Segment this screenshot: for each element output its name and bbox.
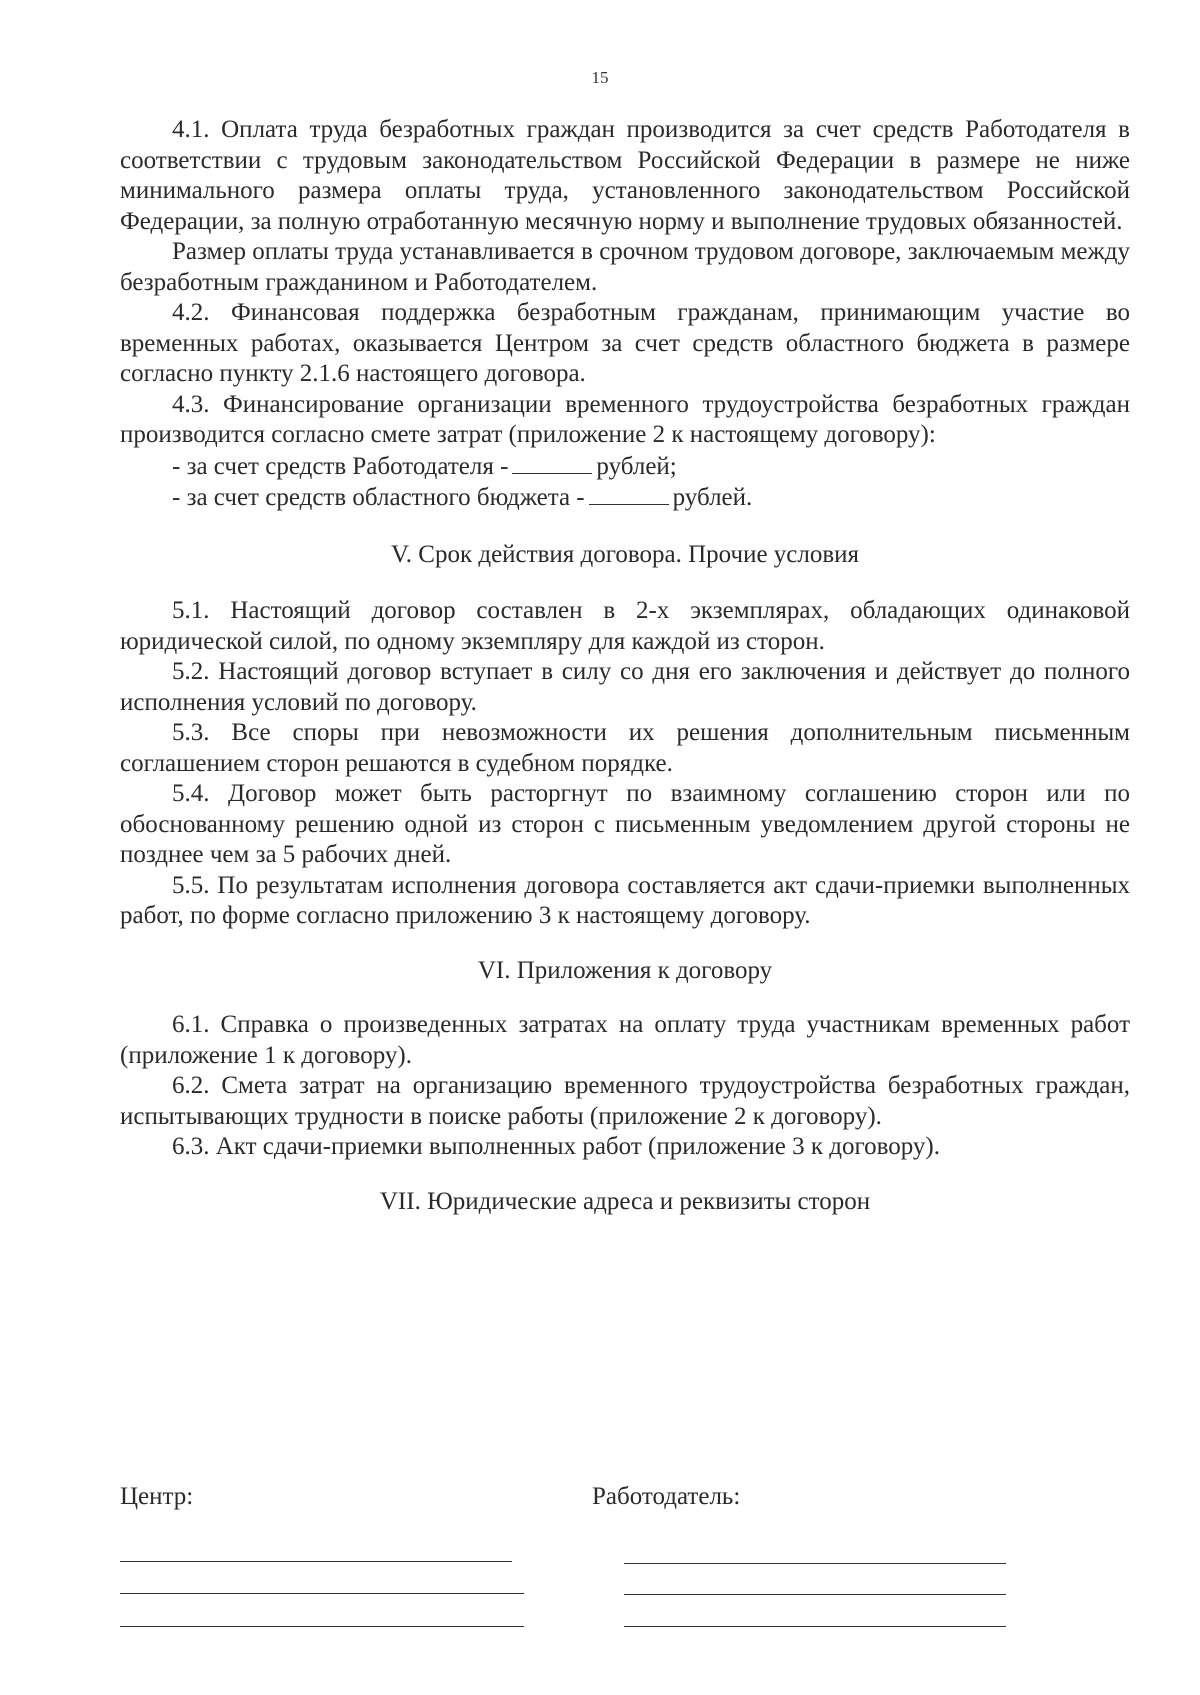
- funding-employer-suffix: рублей;: [596, 452, 677, 480]
- employer-signature-line: [624, 1563, 1006, 1564]
- funding-employer-blank: [512, 451, 592, 474]
- section-6-heading: VI. Приложения к договору: [477, 956, 773, 984]
- funding-budget-blank: [589, 482, 669, 505]
- paragraph-5-5: 5.5. По результатам исполнения договора составляется акт сдачи-приемки выполненных работ, по форме согласно приложению 3 к настоящему договору.: [120, 871, 1130, 929]
- funding-employer-line: [120, 451, 1130, 483]
- paragraph-4-1: 4.1. Оплата труда безработных граждан производится за счет средств Работодателя в соответствии с трудовым законодательством Российской Федерации в размере не ниже минимального размера оплаты труда, установленного законодательством Российской Федерации, за полную отработанную месячную норму и выполнение трудовых обязанностей.: [120, 116, 1130, 235]
- employer-signature-column: [592, 1483, 992, 1513]
- paragraph-6-2: 6.2. Смета затрат на организацию временного трудоустройства безработных граждан, испытывающих трудности в поиске работы (приложение 2 к договору).: [120, 1072, 1130, 1130]
- paragraph-5-1: 5.1. Настоящий договор составлен в 2-х экземплярах, обладающих одинаковой юридической силой, по одному экземпляру для каждой из сторон.: [120, 597, 1130, 655]
- paragraph-5-2: 5.2. Настоящий договор вступает в силу со дня его заключения и действует до полного исполнения условий по договору.: [120, 658, 1130, 716]
- paragraph-5-3: 5.3. Все споры при невозможности их решения дополнительным письменным соглашением сторон решаются в судебном порядке.: [120, 719, 1130, 777]
- paragraph-4-2: 4.2. Финансовая поддержка безработным гражданам, принимающим участие во временных работах, оказывается Центром за счет средств областного бюджета в размере согласно пункту 2.1.6 настоящего договора.: [120, 299, 1130, 387]
- paragraph-6-1: 6.1. Справка о произведенных затратах на оплату труда участникам временных работ (приложение 1 к договору).: [120, 1011, 1130, 1069]
- funding-budget-prefix: - за счет средств областного бюджета -: [172, 484, 585, 511]
- employer-signature-line: [624, 1594, 1006, 1595]
- employer-signature-line: [624, 1626, 1006, 1627]
- document-body: [120, 115, 1130, 1217]
- paragraph-4-3: 4.3. Финансирование организации временного трудоустройства безработных граждан производится согласно смете затрат (приложение 2 к настоящему договору):: [120, 390, 1130, 448]
- center-signature-line: [120, 1561, 512, 1562]
- center-label: Центр:: [120, 1483, 194, 1510]
- funding-employer-prefix: - за счет средств Работодателя -: [172, 452, 509, 480]
- funding-budget-suffix: рублей.: [672, 484, 753, 511]
- employer-label: Работодатель:: [592, 1483, 741, 1510]
- center-signature-line: [120, 1593, 524, 1594]
- center-signature-line: [120, 1626, 524, 1627]
- paragraph-4-1-salary: Размер оплаты труда устанавливается в срочном трудовом договоре, заключаемым между безработным гражданином и Работодателем.: [120, 238, 1130, 296]
- funding-budget-line: [120, 482, 1130, 514]
- section-5-heading: V. Срок действия договора. Прочие условия: [390, 540, 860, 568]
- paragraph-5-4: 5.4. Договор может быть расторгнут по взаимному соглашению сторон или по обоснованному решению одной из сторон с письменным уведомлением другой стороны не позднее чем за 5 рабочих дней.: [120, 780, 1130, 868]
- center-signature-column: [120, 1483, 540, 1513]
- page-number: 15: [591, 68, 609, 87]
- paragraph-6-3: 6.3. Акт сдачи-приемки выполненных работ (приложение 3 к договору).: [172, 1133, 940, 1160]
- section-7-heading: VII. Юридические адреса и реквизиты сторон: [379, 1187, 871, 1215]
- signature-block: [120, 1483, 1130, 1623]
